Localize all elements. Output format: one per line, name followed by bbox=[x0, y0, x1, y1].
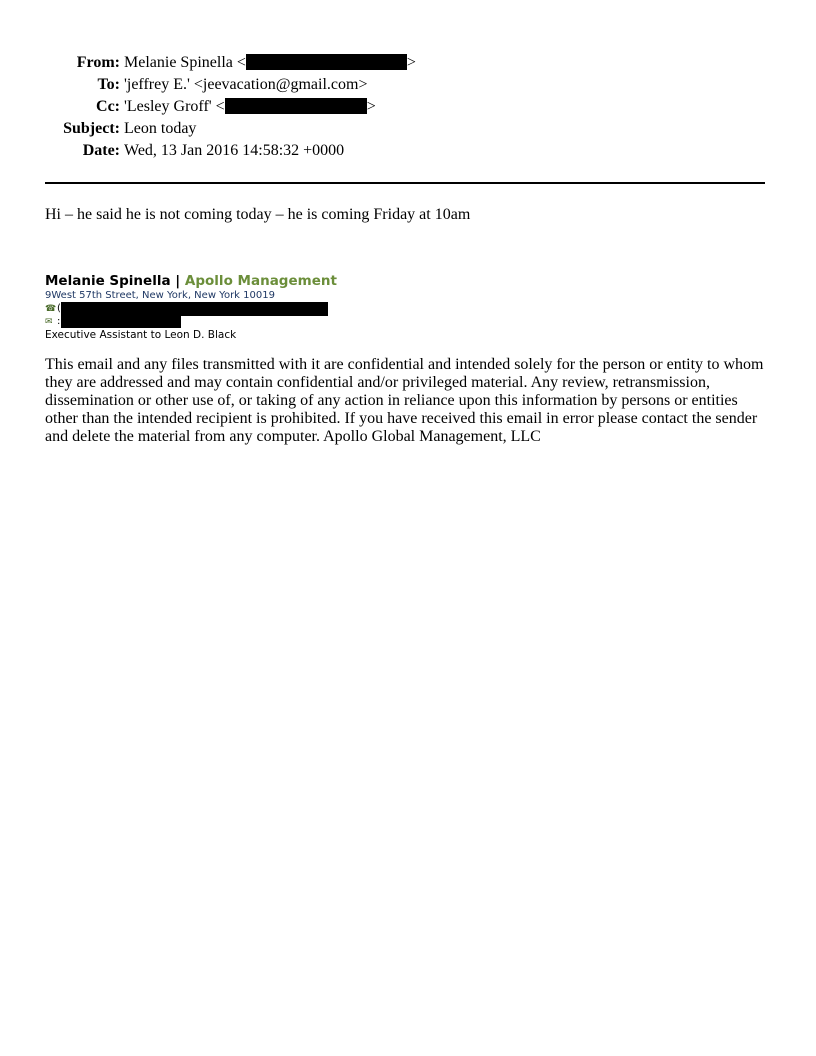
to-row bbox=[45, 74, 416, 96]
signature-address: 9West 57th Street, New York, New York 10019 bbox=[45, 290, 275, 301]
signature-name: Melanie Spinella bbox=[45, 273, 171, 289]
signature-email-row bbox=[45, 315, 337, 328]
subject-row bbox=[45, 118, 416, 140]
signature-separator: | bbox=[170, 273, 185, 289]
date-row bbox=[45, 140, 416, 162]
to-value: 'jeffrey E.' <jeevacation@gmail.com> bbox=[124, 76, 368, 93]
signature-title: Executive Assistant to Leon D. Black bbox=[45, 329, 237, 341]
cc-label: Cc: bbox=[96, 98, 120, 115]
from-value bbox=[124, 52, 416, 74]
from-row bbox=[45, 52, 416, 74]
email-header bbox=[45, 52, 416, 162]
redaction-box bbox=[61, 315, 181, 328]
signature-name-line bbox=[45, 273, 337, 289]
email-prefix: : bbox=[57, 316, 61, 327]
email-signature bbox=[45, 273, 337, 342]
redaction-box bbox=[61, 302, 328, 316]
message-body: Hi – he said he is not coming today – he is coming Friday at 10am bbox=[45, 206, 471, 223]
header-divider bbox=[45, 182, 765, 184]
subject-value: Leon today bbox=[124, 120, 197, 137]
cc-name: 'Lesley Groff' < bbox=[124, 98, 225, 115]
redaction-box bbox=[246, 54, 407, 70]
from-close: > bbox=[406, 54, 416, 71]
phone-prefix: ( bbox=[57, 303, 61, 314]
date-label: Date: bbox=[82, 142, 120, 159]
cc-close: > bbox=[366, 98, 376, 115]
cc-value bbox=[124, 96, 416, 118]
signature-phone-row bbox=[45, 302, 337, 315]
redaction-box bbox=[225, 98, 367, 114]
envelope-icon: ✉ bbox=[45, 317, 53, 327]
confidentiality-disclaimer: This email and any files transmitted with it are confidential and intended solely for the person or entity to whom they are addressed and may contain confidential and/or privileged material. Any review, retransmission, dissemination or other use of, or taking of any action in reliance upon this information by persons or entities other than the intended recipient is prohibited. If you have received this email in error please contact the sender and delete the material from any computer. Apollo Global Management, LLC bbox=[45, 356, 764, 445]
date-value: Wed, 13 Jan 2016 14:58:32 +0000 bbox=[124, 142, 345, 159]
from-name: Melanie Spinella < bbox=[124, 54, 246, 71]
subject-label: Subject: bbox=[63, 120, 120, 137]
to-label: To: bbox=[97, 76, 120, 93]
cc-row bbox=[45, 96, 416, 118]
phone-icon: ☎ bbox=[45, 304, 57, 314]
signature-company: Apollo Management bbox=[184, 273, 337, 289]
from-label: From: bbox=[76, 54, 120, 71]
